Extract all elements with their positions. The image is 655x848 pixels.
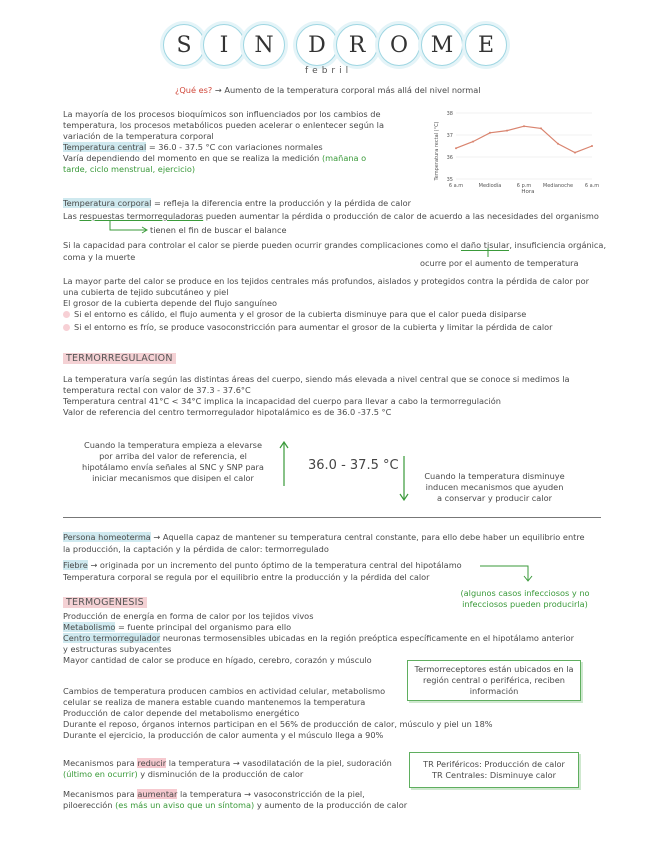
p1-line: La mayoría de los procesos bioquímicos son influenciados por los cambios de <box>63 109 381 119</box>
diagram-right-line: a conservar y producir calor <box>437 493 552 503</box>
termog-line: celular se realiza de manera estable cuando mantenemos la temperatura <box>63 697 366 707</box>
intro-question: ¿Qué es? <box>175 85 213 95</box>
mech-increase <box>63 789 407 811</box>
p1-line: temperatura, los procesos metabólicos pueden acelerar o enlentecer según la <box>63 120 384 130</box>
central-label: Temperatura central <box>63 142 147 152</box>
p3-line: La mayor parte del calor se produce en los tejidos centrales más profundos, aislados y protegidos contra la pérdida de calor por <box>63 276 589 286</box>
chart-y-tick-label: 36 <box>446 155 453 161</box>
termo-line: Temperatura central 41°C < 34°C implica la incapacidad del cuerpo para llevar a cabo la termorregulación <box>63 396 501 406</box>
balance-text: tienen el fin de buscar el balance <box>150 225 287 235</box>
p4-homeo: Persona homeoterma → Aquella capaz de mantener su temperatura central constante, para ello debe haber un equilibrio entre <box>63 532 585 542</box>
title-letter: E <box>465 24 507 66</box>
termo-line: La temperatura varía según las distintas áreas del cuerpo, siendo más elevada a nivel central que se conoce si medimos la <box>63 374 570 384</box>
mech-reduce <box>63 758 392 780</box>
title-letter: M <box>421 24 463 66</box>
chart-point <box>557 143 559 145</box>
arrow-down-icon <box>398 455 410 501</box>
chart-x-tick-label: 6 a.m <box>584 183 600 189</box>
chart-point <box>574 152 576 154</box>
p2-line5: coma y la muerte <box>63 252 136 262</box>
diagram-left-line: por arriba del valor de referencia, el <box>99 451 247 461</box>
fiebre-note-line: infecciosos pueden producirla) <box>462 599 588 609</box>
arrow-note <box>482 248 494 258</box>
mech-text: piloerección <box>63 800 116 810</box>
title-letter: I <box>203 24 245 66</box>
chart-y-tick-label: 35 <box>446 177 453 183</box>
intro-line: ¿Qué es? → Aumento de la temperatura corporal más allá del nivel normal <box>175 85 481 95</box>
mech-text: y aumento de la producción de calor <box>254 800 408 810</box>
termo-line: Valor de referencia del centro termorregulador hipotalámico es de 36.0 -37.5 °C <box>63 407 392 417</box>
centro-text: neuronas termosensibles ubicadas en la región preóptica específicamente en el hipotálamo anterior <box>160 633 575 643</box>
dano-tisular: daño tisular <box>460 240 510 250</box>
termo-block <box>63 374 570 418</box>
temperature-chart <box>432 105 600 195</box>
p4-line: Temperatura corporal se regula por el equilibrio entre la producción y la pérdida del calor <box>63 572 430 582</box>
termog-line <box>63 633 574 644</box>
mech-text: la temperatura → vasodilatación de la piel, sudoración <box>166 758 392 768</box>
fiebre-label: Fiebre <box>63 560 88 570</box>
chart-ylabel: Temperatura rectal (°C) <box>434 121 440 181</box>
section-title-termorregulacion: TERMORREGULACION <box>63 353 176 364</box>
diagram-right-line: inducen mecanismos que ayuden <box>425 482 564 492</box>
chart-y-tick-label: 37 <box>446 133 453 139</box>
termog-line: Durante el reposo, órganos internos participan en el 56% de producción de calor, músculo y piel un 18% <box>63 719 493 729</box>
corporal-text: = refleja la diferencia entre la producción y la pérdida de calor <box>151 198 411 208</box>
title-letter: O <box>378 24 420 66</box>
mech-green: (último en ocurrir) <box>63 769 138 779</box>
p1 <box>63 109 384 175</box>
diagram-left-line: Cuando la temperatura empieza a elevarse <box>84 440 262 450</box>
termo-line: temperatura rectal con valor de 37.3 - 37.6°C <box>63 385 251 395</box>
bullet-icon <box>63 324 70 331</box>
p2-text: Las <box>63 211 80 221</box>
mech-reduce-term: reducir <box>137 758 167 768</box>
termog-line: Mayor cantidad de calor se produce en hígado, cerebro, corazón y músculo <box>63 655 372 665</box>
centro-label: Centro termorregulador <box>63 633 161 643</box>
chart-frame <box>432 105 600 195</box>
chart-point <box>540 127 542 129</box>
box-line: información <box>469 686 519 696</box>
homeo-label: Persona homeoterma <box>63 532 151 542</box>
p1-line: variación de la temperatura corporal <box>63 131 214 141</box>
mech-green: (es más un aviso que un síntoma) <box>115 800 255 810</box>
info-box-termorreceptores <box>407 660 581 701</box>
bullet-item <box>63 322 589 333</box>
mech-increase-term: aumentar <box>137 789 178 799</box>
termog-line: Producción de energía en forma de calor por los tejidos vivos <box>63 611 314 621</box>
termog-line: Producción de calor depende del metabolismo energético <box>63 708 300 718</box>
title-letter: D <box>296 24 338 66</box>
fiebre-text: originada por un incremento del punto óptimo de la temperatura central del hipotálamo <box>97 560 462 570</box>
chart-point <box>455 147 457 149</box>
diagram-left-line: hipotálamo envía señales al SNC y SNP para <box>82 462 264 472</box>
p3-line: una cubierta de tejido subcutáneo y piel <box>63 287 229 297</box>
title-subtitle: febril <box>305 66 353 76</box>
chart-x-tick-label: Mediodía <box>478 183 502 189</box>
chart-point <box>591 145 593 147</box>
termog-line <box>63 622 574 633</box>
arrow-fiebre <box>478 560 538 582</box>
p2-text: Si la capacidad para controlar el calor se pierde pueden ocurrir grandes complicaciones como el <box>63 240 461 250</box>
box-line: TR Periféricos: Producción de calor <box>423 759 565 769</box>
chart-point <box>489 132 491 134</box>
p1-green: (mañana o <box>321 153 367 163</box>
p4-line: la producción, la captación y la pérdida de calor: termorregulado <box>63 544 329 554</box>
chart-point <box>523 125 525 127</box>
termog-line: Cambios de temperatura producen cambios en actividad celular, metabolismo <box>63 686 386 696</box>
termog-line: Durante el ejercicio, la producción de calor aumenta y el músculo llega a 90% <box>63 730 384 740</box>
p1-line: tarde, ciclo menstrual, ejercicio) <box>63 164 196 174</box>
p2-note: ocurre por el aumento de temperatura <box>420 258 579 268</box>
diagram-left-line: iniciar mecanismos que disipen el calor <box>92 473 254 483</box>
chart-y-tick-label: 38 <box>446 111 453 117</box>
p2-corporal <box>63 198 411 209</box>
p2-line4 <box>63 240 606 251</box>
title-letter: N <box>243 24 285 66</box>
p1-central <box>63 142 384 153</box>
title-letter: S <box>163 24 205 66</box>
bullet-icon <box>63 311 70 318</box>
respuestas-term: respuestas termorreguladoras <box>79 211 204 221</box>
chart-x-tick-label: 6 a.m <box>448 183 464 189</box>
diagram-center-range: 36.0 - 37.5 °C <box>308 458 399 473</box>
termog-block <box>63 611 574 666</box>
p2-text: , insuficiencia orgánica, <box>509 240 607 250</box>
p1-text: Varía dependiendo del momento en que se realiza la medición <box>63 153 322 163</box>
central-text: = 36.0 - 37.5 °C con variaciones normales <box>146 142 323 152</box>
bullet-text: Si el entorno es cálido, el flujo aumenta y el grosor de la cubierta disminuye para que el calor pueda disiparse <box>74 309 527 319</box>
diagram-right-line: Cuando la temperatura disminuye <box>424 471 565 481</box>
title-letter: R <box>336 24 378 66</box>
termog-line: y estructuras subyacentes <box>63 644 172 654</box>
box-line: región central o periférica, reciben <box>423 675 565 685</box>
chart-xlabel: Hora <box>521 189 535 195</box>
p2-text: pueden aumentar la pérdida o producción de calor de acuerdo a las necesidades del organismo <box>203 211 599 221</box>
box-line: Termorreceptores están ubicados en la <box>414 664 574 674</box>
mech-text: Mecanismos para <box>63 758 138 768</box>
fiebre-note-line: (algunos casos infecciosos y no <box>460 588 590 598</box>
corporal-label: Temperatura corporal <box>63 198 152 208</box>
info-box-tr <box>409 752 579 788</box>
fiebre-note <box>455 588 595 610</box>
chart-point <box>472 141 474 143</box>
mech-text: Mecanismos para <box>63 789 138 799</box>
chart-x-tick-label: 6 p.m <box>516 183 532 189</box>
p1-line <box>63 153 384 164</box>
p3 <box>63 276 589 333</box>
section-title-termogenesis: TERMOGENESIS <box>63 597 147 608</box>
homeo-text: Aquella capaz de mantener su temperatura central constante, para ello debe haber un equilibrio entre <box>160 532 585 542</box>
p3-line: El grosor de la cubierta depende del flujo sanguíneo <box>63 298 278 308</box>
arrow-up-icon <box>278 441 290 487</box>
diagram-right <box>412 471 577 504</box>
divider <box>63 517 601 518</box>
p4-fiebre: Fiebre → originada por un incremento del punto óptimo de la temperatura central del hipotálamo <box>63 560 462 570</box>
intro-answer: Aumento de la temperatura corporal más allá del nivel normal <box>224 85 481 95</box>
chart-point <box>506 130 508 132</box>
diagram-left <box>78 440 268 484</box>
bullet-text: Si el entorno es frío, se produce vasoconstricción para aumentar el grosor de la cubierta y limitar la pérdida de calor <box>74 322 553 332</box>
box-line: TR Centrales: Disminuye calor <box>432 770 556 780</box>
metab-text: = fuente principal del organismo para ello <box>115 622 292 632</box>
metab-label: Metabolismo <box>63 622 116 632</box>
mech-text: la temperatura → vasoconstricción de la piel, <box>177 789 365 799</box>
mech-text: y disminución de la producción de calor <box>137 769 304 779</box>
bullet-item <box>63 309 589 320</box>
chart-x-tick-label: Medianoche <box>542 183 574 189</box>
